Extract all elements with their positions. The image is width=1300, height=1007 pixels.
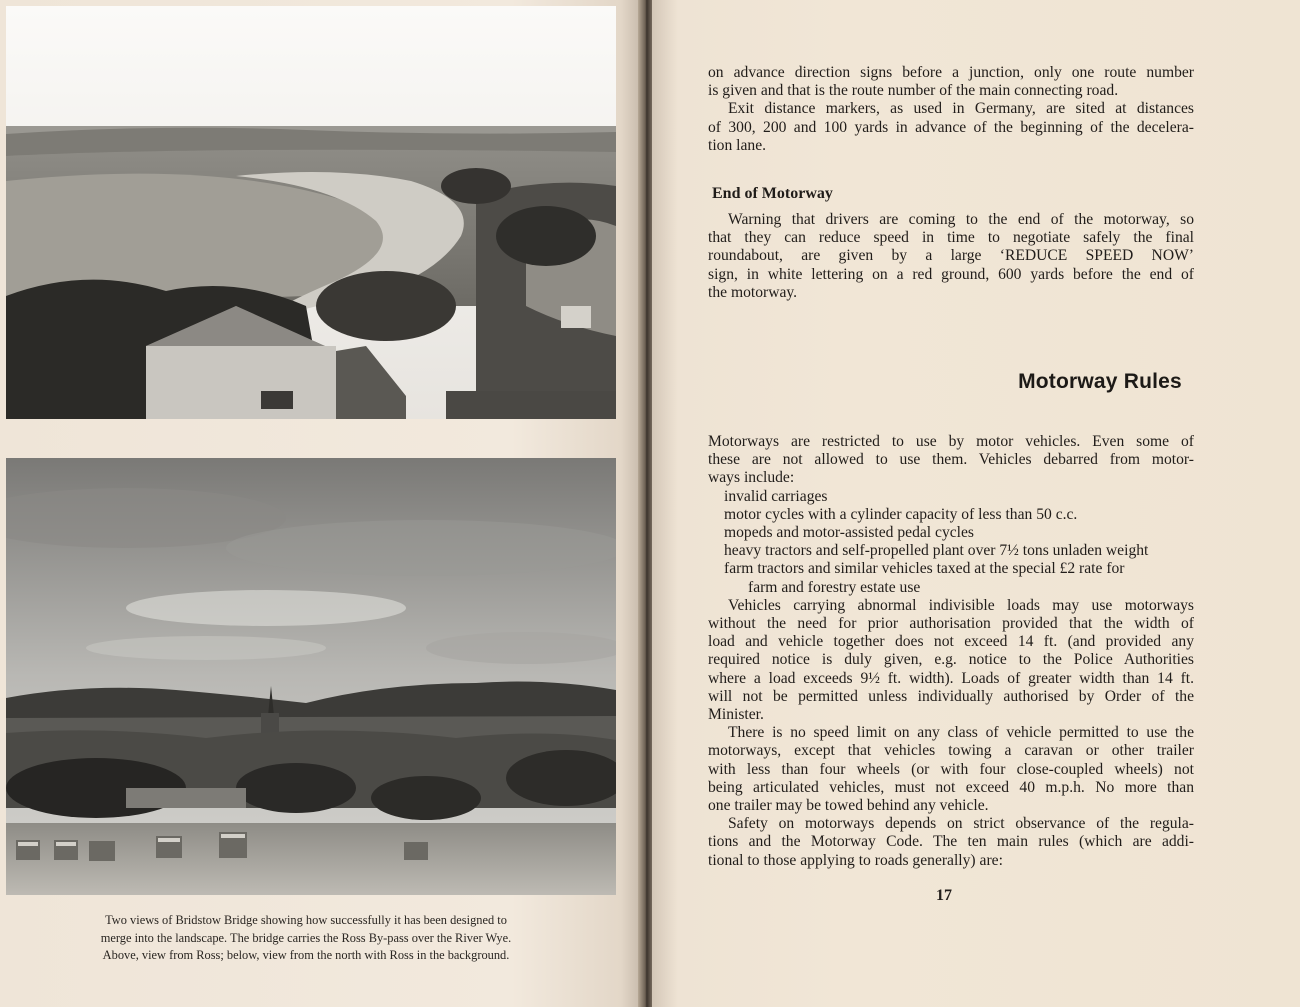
end-of-motorway-paragraph bbox=[708, 211, 1194, 302]
intro-paragraph bbox=[708, 64, 1194, 155]
text-line: There is no speed limit on any class of vehicle permitted to use the bbox=[728, 724, 1194, 742]
page-number: 17 bbox=[936, 887, 952, 904]
text-line: with less than four wheels (or with four close-coupled wheels) not bbox=[708, 760, 1194, 778]
list-item: motor cycles with a cylinder capacity of less than 50 c.c. bbox=[724, 505, 1078, 523]
text-line: Safety on motorways depends on strict observance of the regula- bbox=[728, 815, 1194, 833]
list-item: heavy tractors and self-propelled plant over 7½ tons unladen weight bbox=[724, 542, 1149, 560]
text-line: without the need for prior authorisation provided that the width of bbox=[708, 615, 1194, 633]
list-item: farm and forestry estate use bbox=[748, 578, 921, 596]
text-line: roundabout, are given by a large ‘REDUCE SPEED NOW’ bbox=[708, 247, 1194, 265]
text-line: of 300, 200 and 100 yards in advance of the beginning of the decelera- bbox=[708, 118, 1194, 136]
ross-landscape-photo bbox=[6, 458, 616, 895]
text-line: Warning that drivers are coming to the end of the motorway, so bbox=[728, 211, 1194, 228]
text-line: motorways, except that vehicles towing a caravan or other trailer bbox=[708, 742, 1194, 760]
text-line: ways include: bbox=[708, 469, 795, 487]
text-line: being articulated vehicles, must not exceed 40 m.p.h. No more than bbox=[708, 778, 1194, 796]
list-item: invalid carriages bbox=[724, 487, 828, 505]
text-line: is given and that is the route number of the main connecting road. bbox=[708, 82, 1119, 100]
text-line: Minister. bbox=[708, 706, 764, 724]
caption-line: Above, view from Ross; below, view from the north with Ross in the background. bbox=[102, 948, 510, 962]
text-line: one trailer may be towed behind any vehicle. bbox=[708, 797, 989, 815]
text-line: where a load exceeds 9½ ft. width). Loads of greater width than 14 ft. bbox=[708, 669, 1194, 687]
text-line: Exit distance markers, as used in Germany, are sited at distances bbox=[728, 100, 1194, 118]
rules-intro-paragraph bbox=[708, 433, 1194, 870]
caption-line: merge into the landscape. The bridge carries the Ross By-pass over the River Wye. bbox=[100, 930, 512, 945]
text-line: these are not allowed to use them. Vehicles debarred from motor- bbox=[708, 451, 1194, 469]
river-valley-photo bbox=[6, 6, 616, 419]
photo-caption bbox=[36, 912, 576, 965]
text-line: the motorway. bbox=[708, 283, 798, 301]
text-line: tion lane. bbox=[708, 136, 767, 154]
text-line: Vehicles carrying abnormal indivisible loads may use motorways bbox=[728, 596, 1194, 614]
text-line: Motorways are restricted to use by motor vehicles. Even some of bbox=[708, 433, 1194, 450]
list-item: farm tractors and similar vehicles taxed at the special £2 rate for bbox=[724, 560, 1125, 578]
text-line: that they can reduce speed in time to negotiate safely the final bbox=[708, 229, 1194, 247]
end-of-motorway-heading: End of Motorway bbox=[712, 185, 833, 202]
caption-line: Two views of Bridstow Bridge showing how successfully it has been designed to bbox=[105, 913, 507, 927]
text-line: required notice is duly given, e.g. notice to the Police Authorities bbox=[708, 651, 1194, 669]
section-title: Motorway Rules bbox=[1018, 370, 1182, 393]
text-line: tional to those applying to roads generally) are: bbox=[708, 851, 1003, 869]
text-line: will not be permitted unless individually authorised by Order of the bbox=[708, 687, 1194, 705]
text-line: on advance direction signs before a junction, only one route number bbox=[708, 64, 1194, 81]
text-line: load and vehicle together does not exceed 14 ft. (and provided any bbox=[708, 633, 1194, 651]
text-line: sign, in white lettering on a red ground, 600 yards before the end of bbox=[708, 265, 1194, 283]
list-item: mopeds and motor-assisted pedal cycles bbox=[724, 524, 974, 542]
left-page bbox=[0, 0, 640, 1007]
text-line: tions and the Motorway Code. The ten main rules (which are addi- bbox=[708, 833, 1194, 851]
